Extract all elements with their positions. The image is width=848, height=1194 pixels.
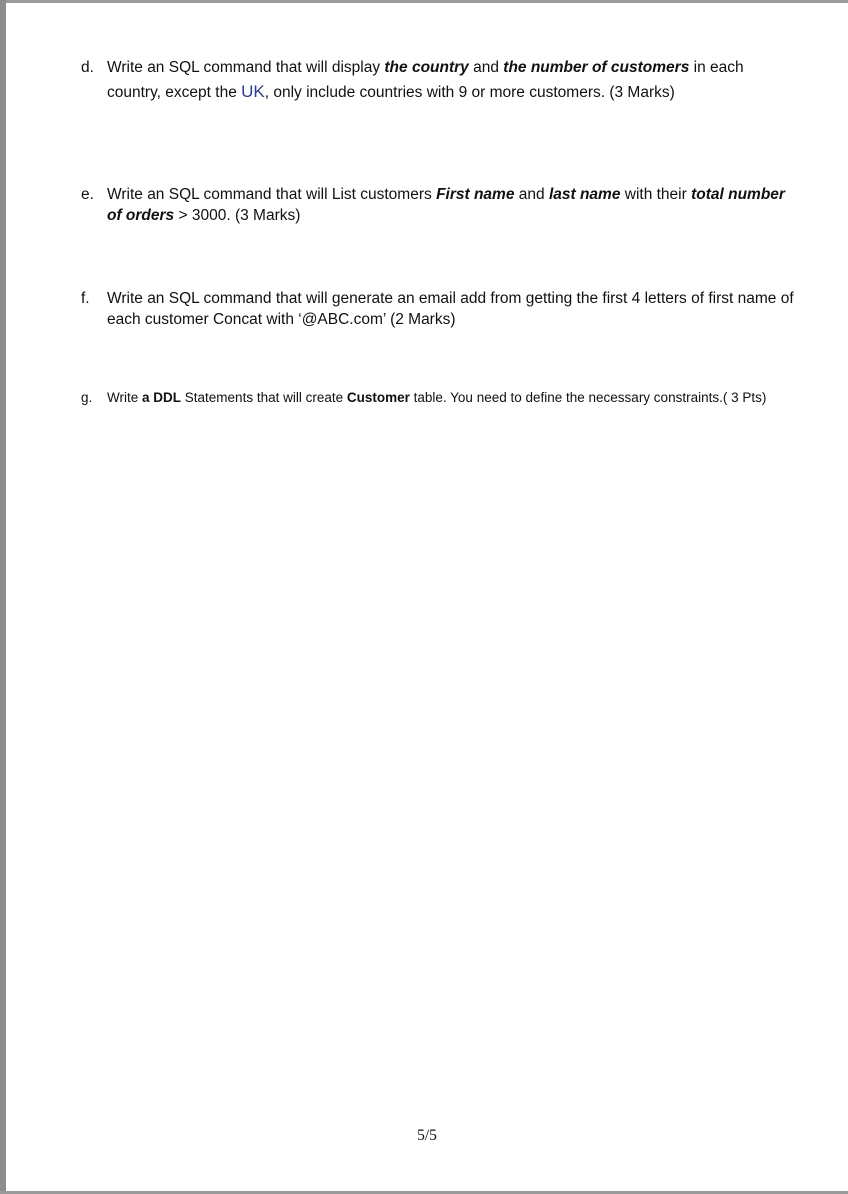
question-letter: d. [81,59,94,76]
uk-highlight: UK [241,82,265,101]
emphasis: Customer [346,390,410,405]
question-text: Write an SQL command that will List customers First name and last name with their total number of orders > 3000. (3 Marks) [107,186,785,224]
question-f [81,288,801,330]
question-letter: g. [81,390,93,405]
emphasis: a DDL [142,390,182,405]
question-letter: f. [81,290,90,307]
page-number: 5/5 [417,1127,437,1144]
document-page [6,3,848,1191]
emphasis: the number of customers [503,59,690,76]
question-text: Write a DDL Statements that will create Customer table. You need to define the necessary constraints.( 3 Pts) [107,390,767,405]
question-text: Write an SQL command that will display the country and the number of customers in each country, except the UK, only include countries with 9 or more customers. (3 Marks) [107,59,744,101]
emphasis: last name [548,186,621,203]
question-letter: e. [81,186,94,203]
emphasis: First name [436,186,515,203]
emphasis: the country [384,59,469,76]
question-d [81,56,801,105]
question-g [81,388,801,408]
emphasis: total number of orders [107,186,785,224]
question-e [81,184,801,226]
question-text: Write an SQL command that will generate an email add from getting the first 4 letters of first name of each customer Concat with ‘@ABC.com’ (2 Marks) [107,290,794,328]
